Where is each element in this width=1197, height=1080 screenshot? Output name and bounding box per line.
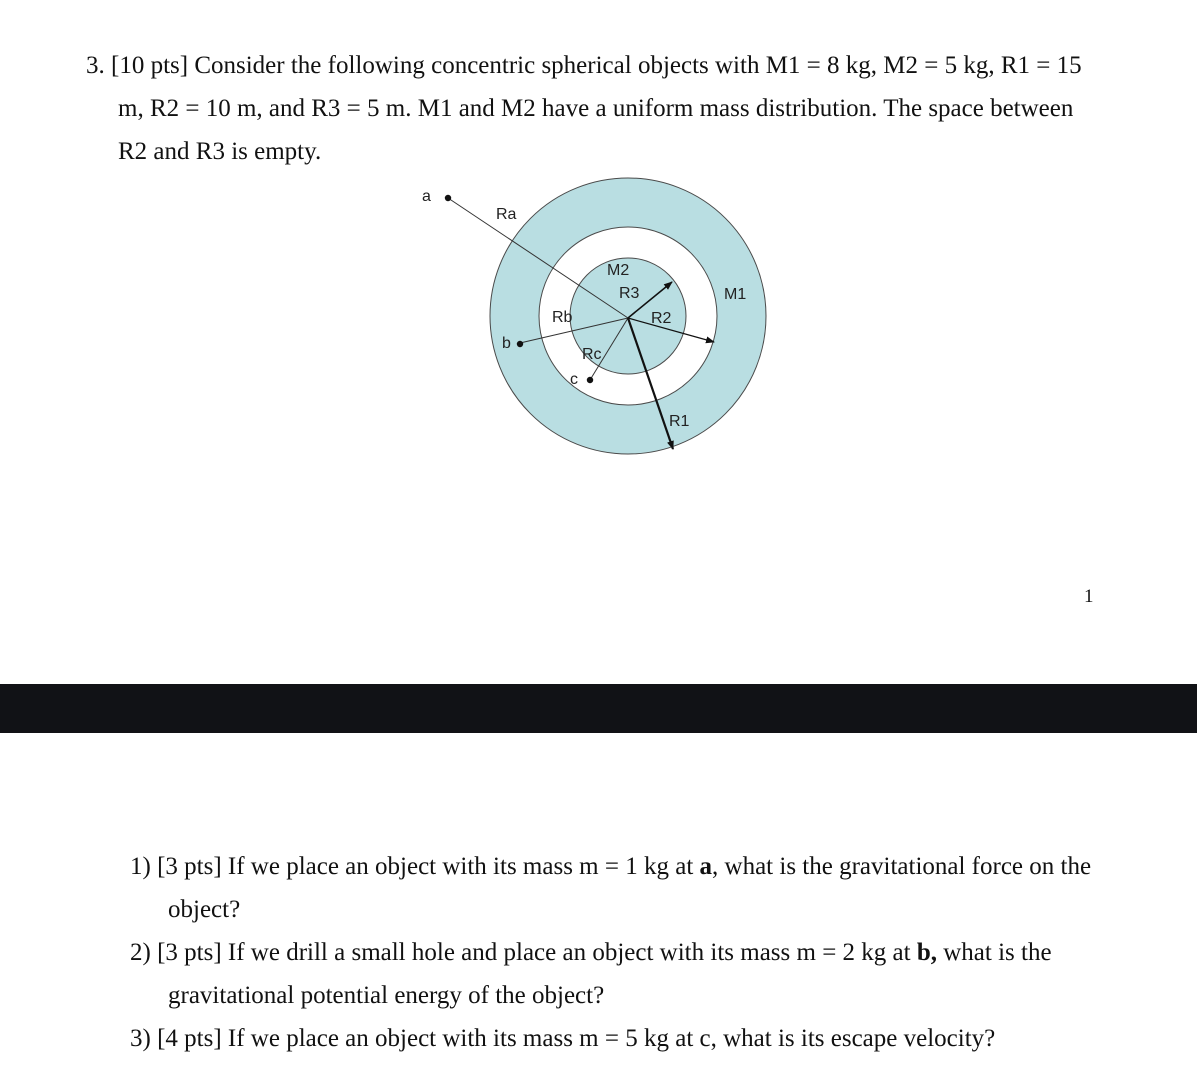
question-2-continuation: gravitational potential energy of the object?: [168, 982, 605, 1009]
question-2-suffix: what is the: [937, 939, 1052, 966]
page-number: 1: [1084, 586, 1094, 607]
label-ra: Ra: [496, 206, 517, 223]
label-a: a: [422, 188, 431, 205]
question-2: [130, 931, 1130, 974]
question-1-prefix: 1) [3 pts] If we place an object with its mass m = 1 kg at: [130, 853, 700, 880]
question-2-point: b,: [916, 939, 937, 966]
point-a-dot: [445, 195, 451, 201]
question-1: [130, 845, 1130, 888]
question-3: 3) [4 pts] If we place an object with its mass m = 5 kg at c, what is its escape velocity?: [130, 1025, 996, 1052]
label-m2: M2: [607, 262, 630, 279]
label-rc: Rc: [582, 346, 602, 363]
question-1-point: a: [699, 853, 713, 880]
concentric-spheres-diagram: [400, 170, 820, 470]
problem-line-3: R2 and R3 is empty.: [118, 138, 322, 165]
question-1-continuation: object?: [168, 896, 241, 923]
label-m1: M1: [724, 286, 747, 303]
questions-list: [130, 845, 1130, 1060]
label-r1: R1: [669, 413, 690, 430]
label-c: c: [570, 371, 578, 388]
label-r2: R2: [651, 310, 672, 327]
question-2-prefix: 2) [3 pts] If we drill a small hole and place an object with its mass m = 2 kg at: [130, 939, 917, 966]
question-1-suffix: , what is the gravitational force on the: [712, 853, 1092, 880]
label-b: b: [502, 335, 511, 352]
page-separator-bar: [0, 684, 1197, 733]
point-b-dot: [517, 341, 523, 347]
label-r3: R3: [619, 285, 640, 302]
problem-line-2: m, R2 = 10 m, and R3 = 5 m. M1 and M2 have a uniform mass distribution. The space between: [118, 95, 1074, 122]
problem-line-1: 3. [10 pts] Consider the following concentric spherical objects with M1 = 8 kg, M2 = 5 kg, R1 = 15: [86, 52, 1082, 79]
problem-statement: [86, 44, 1086, 173]
label-rb: Rb: [552, 309, 573, 326]
point-c-dot: [587, 377, 593, 383]
